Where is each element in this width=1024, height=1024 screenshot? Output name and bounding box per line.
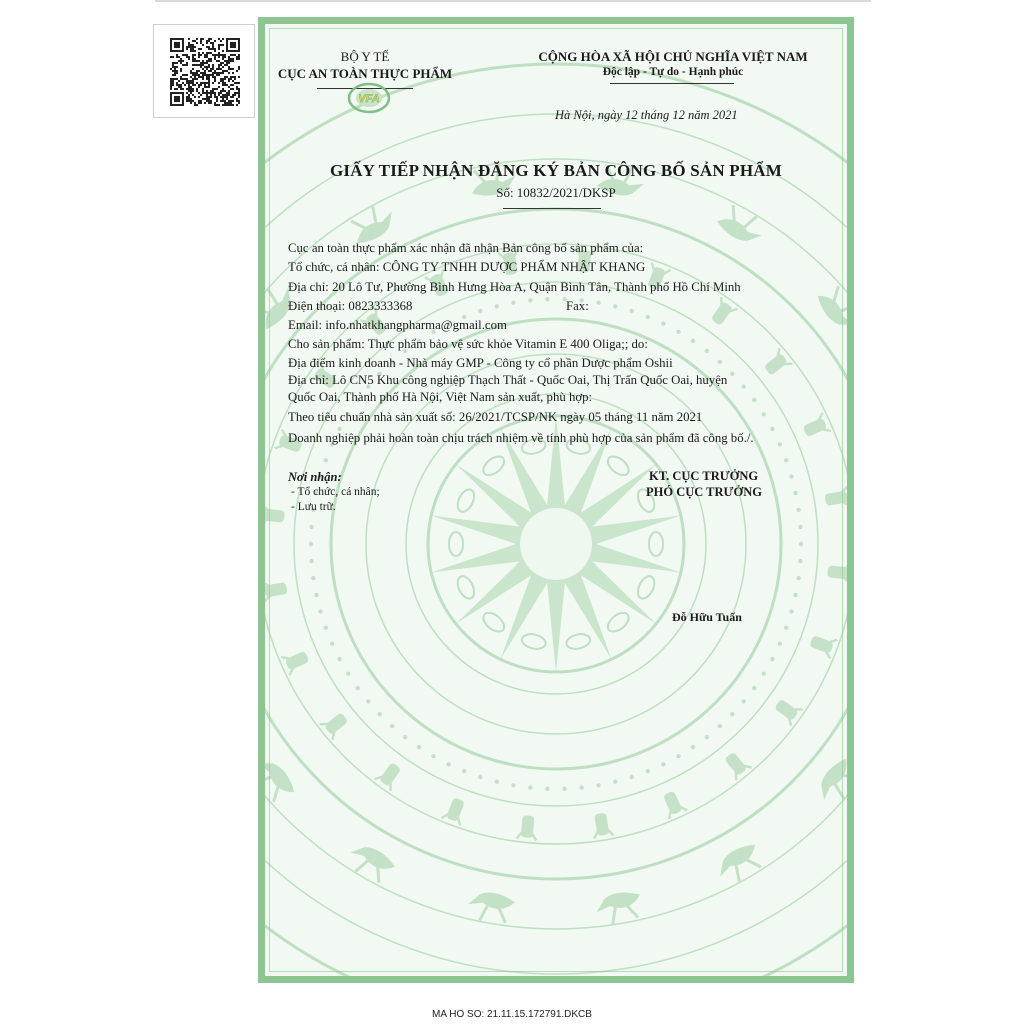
signatory-title: KT. CỤC TRƯỞNG [649,469,759,483]
document-title: GIẤY TIẾP NHẬN ĐĂNG KÝ BẢN CÔNG BỐ SẢN PHẨM [329,161,783,180]
body-line-phone: Điện thoại: 0823333368 [288,299,413,313]
body-line-responsibility: Doanh nghiệp phải hoàn toàn chịu trách nhiệm về tính phù hợp của sản phẩm đã công bố./. [288,431,754,445]
qr-code-icon [170,38,240,106]
document-number: Số: 10832/2021/DKSP [496,185,616,200]
body-line-intro: Cục an toàn thực phẩm xác nhận đã nhận Bản công bố sản phẩm của: [288,241,644,255]
body-line-business-location: Địa điểm kinh doanh - Nhà máy GMP - Công ty cổ phần Dược phẩm Oshii [288,356,673,370]
body-line-organization: Tổ chức, cá nhân: CÔNG TY TNHH DƯỢC PHẨM NHẬT KHANG [288,260,646,274]
motto-underline [610,83,734,84]
certificate-content [265,24,847,976]
signer-name: Đỗ Hữu Tuấn [672,610,742,624]
dossier-code: MA HO SO: 21.11.15.172791.DKCB [432,1009,592,1020]
title-underline [503,208,601,209]
svg-text:VFA: VFA [358,93,380,105]
body-line-product: Cho sản phẩm: Thực phẩm bảo vệ sức khỏe Vitamin E 400 Oliga;; do: [288,337,648,351]
page-top-divider [155,0,871,2]
body-line-factory-address: Địa chỉ: Lô CN5 Khu công nghiệp Thạch Thất - Quốc Oai, Thị Trấn Quốc Oai, huyện [288,373,728,387]
national-motto: Độc lập - Tự do - Hạnh phúc [602,66,744,78]
vfa-logo [347,82,391,114]
certificate-document [258,17,854,983]
recipient-item: - Lưu trữ. [291,501,336,513]
agency-name: CỤC AN TOÀN THỰC PHẨM [277,66,453,81]
body-fax-label: Fax: [566,299,589,313]
body-line-email: Email: info.nhatkhangpharma@gmail.com [288,318,507,332]
recipients-title: Nơi nhận: [288,470,342,484]
country-name: CỘNG HÒA XÃ HỘI CHỦ NGHĨA VIỆT NAM [538,49,808,64]
body-line-factory-address-cont: Quốc Oai, Thành phố Hà Nội, Việt Nam sản xuất, phù hợp: [288,390,593,404]
body-line-standard: Theo tiêu chuẩn nhà sản xuất số: 26/2021/TCSP/NK ngày 05 tháng 11 năm 2021 [288,410,703,424]
recipient-item: - Tổ chức, cá nhân; [291,486,380,498]
qr-code-box [153,24,255,118]
issue-date: Hà Nội, ngày 12 tháng 12 năm 2021 [555,108,738,122]
body-line-address: Địa chỉ: 20 Lô Tư, Phường Bình Hưng Hòa A, Quận Bình Tân, Thành phố Hồ Chí Minh [288,280,741,294]
ministry-name: BỘ Y TẾ [340,49,390,64]
signatory-position: PHÓ CỤC TRƯỞNG [646,485,762,499]
